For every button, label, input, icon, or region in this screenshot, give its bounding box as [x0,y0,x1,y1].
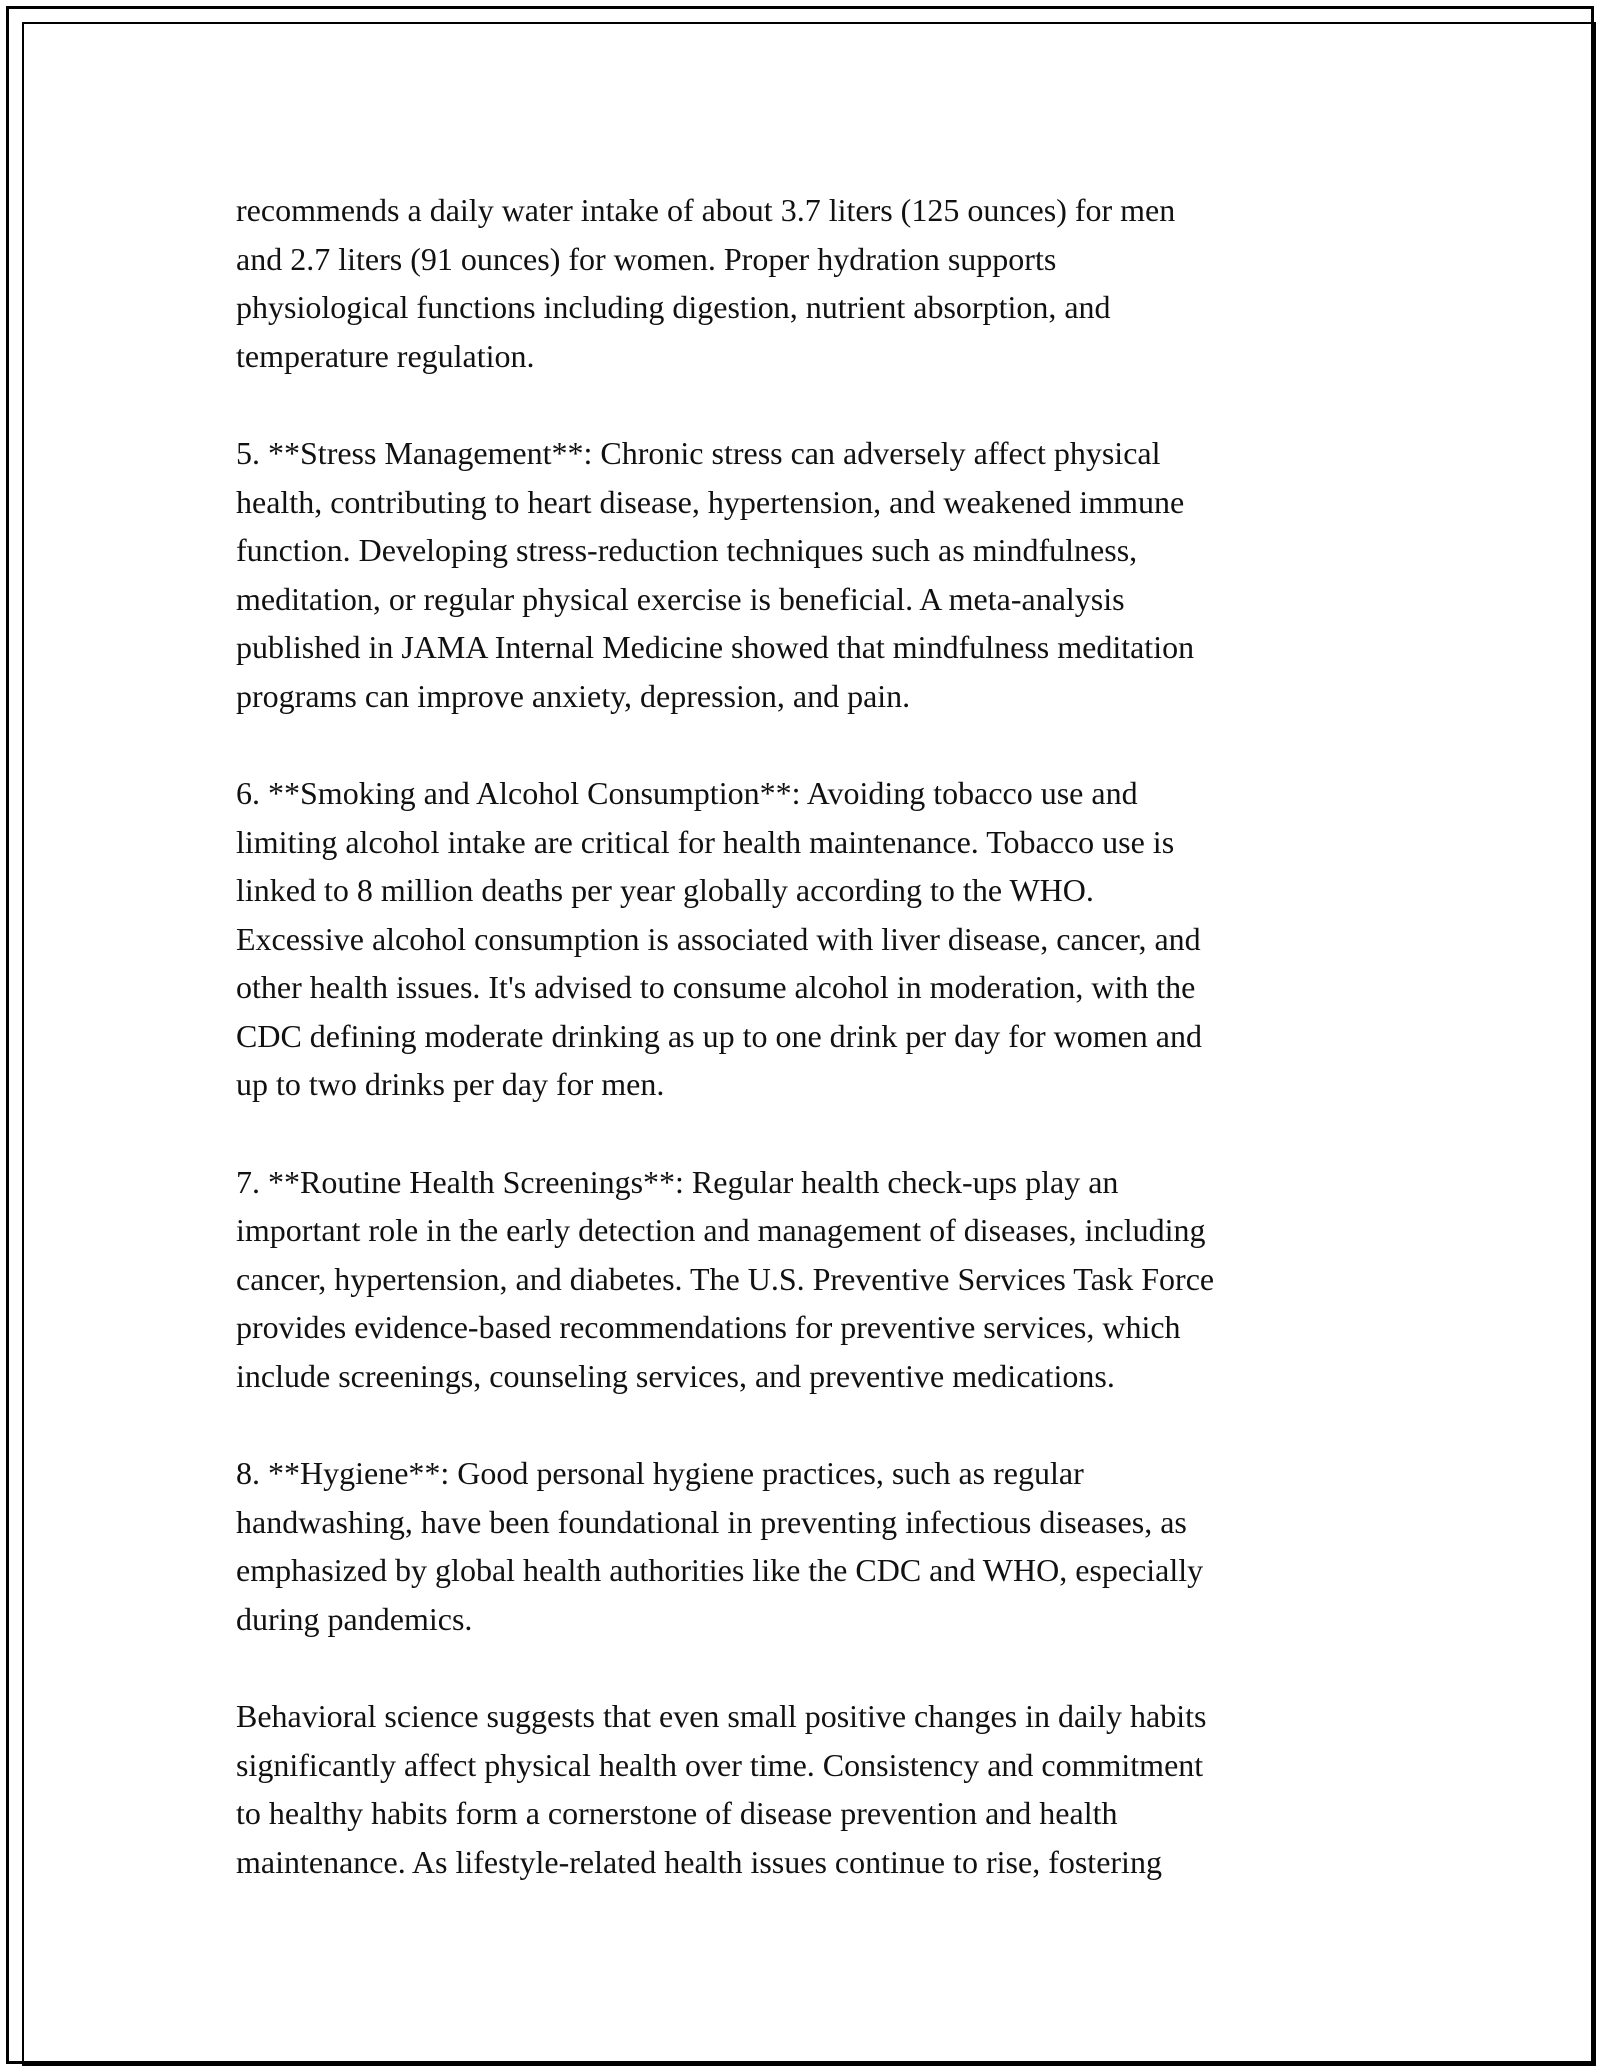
text-line: 5. **Stress Management**: Chronic stress can adversely affect physical [236,435,1161,471]
text-line: recommends a daily water intake of about 3.7 liters (125 ounces) for men [236,192,1176,228]
text-line: include screenings, counseling services, and preventive medications. [236,1357,1115,1394]
text-line: temperature regulation. [236,337,535,374]
paragraph-hydration-continued [236,186,1376,380]
paragraph-hygiene [236,1449,1376,1643]
text-line: handwashing, have been foundational in preventing infectious diseases, as [236,1503,1187,1540]
text-line: up to two drinks per day for men. [236,1066,665,1102]
document-body [236,186,1376,1935]
text-line: and 2.7 liters (91 ounces) for women. Proper hydration supports [236,240,1057,277]
text-line: during pandemics. [236,1600,473,1637]
text-line: limiting alcohol intake are critical for health maintenance. Tobacco use is [236,823,1175,860]
text-line: emphasized by global health authorities like the CDC and WHO, especially [236,1552,1204,1588]
text-line: cancer, hypertension, and diabetes. The U.S. Preventive Services Task Force [236,1260,1215,1297]
paragraph-smoking-alcohol [236,769,1376,1109]
text-line: 8. **Hygiene**: Good personal hygiene practices, such as regular [236,1455,1084,1491]
text-line: function. Developing stress-reduction techniques such as mindfulness, [236,532,1138,568]
text-line: provides evidence-based recommendations for preventive services, which [236,1309,1181,1345]
text-line: published in JAMA Internal Medicine showed that mindfulness meditation [236,629,1195,665]
text-line: linked to 8 million deaths per year globally according to the WHO. [236,872,1094,908]
text-line: significantly affect physical health over time. Consistency and commitment [236,1746,1204,1783]
text-line: CDC defining moderate drinking as up to one drink per day for women and [236,1017,1202,1054]
paragraph-stress-management [236,429,1376,720]
text-line: programs can improve anxiety, depression, and pain. [236,677,911,714]
text-line: Behavioral science suggests that even small positive changes in daily habits [236,1698,1207,1734]
text-line: maintenance. As lifestyle-related health issues continue to rise, fostering [236,1843,1162,1880]
paragraph-health-screenings [236,1158,1376,1401]
text-line: 6. **Smoking and Alcohol Consumption**: Avoiding tobacco use and [236,775,1138,811]
text-line: important role in the early detection and management of diseases, including [236,1212,1206,1248]
text-line: 7. **Routine Health Screenings**: Regular health check-ups play an [236,1163,1119,1200]
paragraph-behavioral-science [236,1692,1376,1886]
text-line: meditation, or regular physical exercise is beneficial. A meta-analysis [236,580,1125,617]
text-line: health, contributing to heart disease, hypertension, and weakened immune [236,483,1185,520]
text-line: other health issues. It's advised to consume alcohol in moderation, with the [236,969,1196,1005]
text-line: Excessive alcohol consumption is associated with liver disease, cancer, and [236,920,1201,957]
text-line: physiological functions including digestion, nutrient absorption, and [236,289,1111,325]
text-line: to healthy habits form a cornerstone of disease prevention and health [236,1795,1118,1831]
